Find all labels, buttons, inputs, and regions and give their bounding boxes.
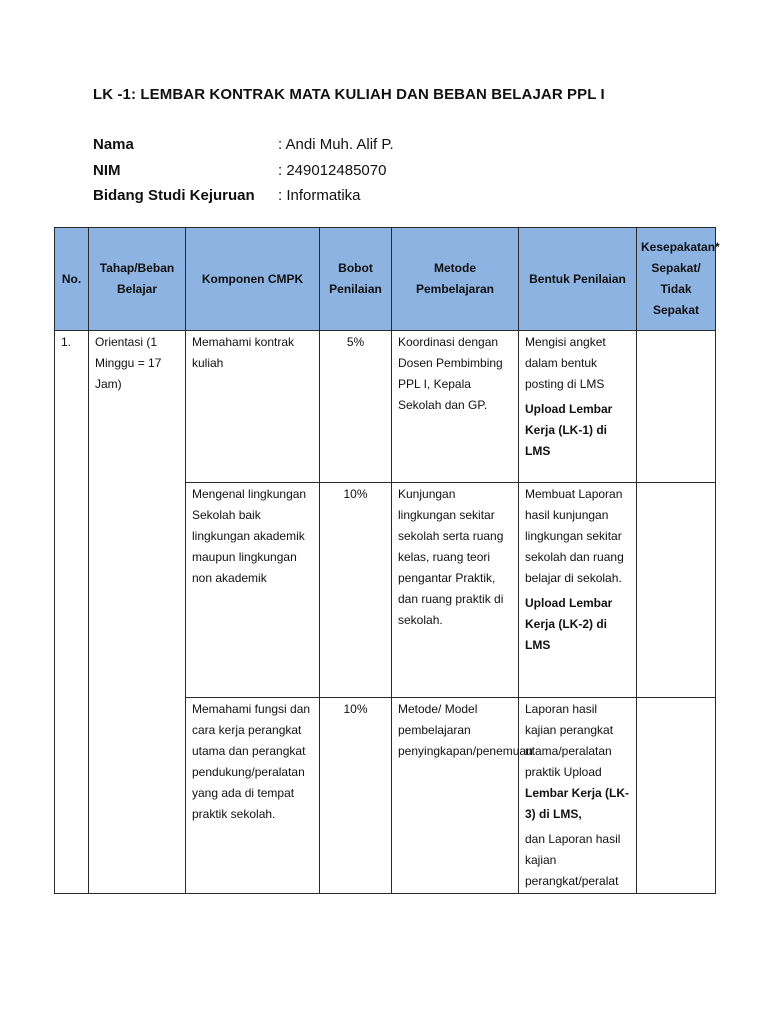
info-label-nama: Nama: [93, 136, 134, 153]
contract-table: [54, 227, 720, 894]
table-row: [55, 331, 716, 483]
cell-komponen: Memahami kontrak kuliah: [186, 331, 320, 483]
header-metode: Metode Pembelajaran: [392, 228, 519, 331]
cell-kesepakatan[interactable]: [637, 698, 716, 894]
table-header-row: [55, 228, 716, 331]
cell-tahap: Orientasi (1 Minggu = 17 Jam): [89, 331, 186, 894]
bentuk-upload-text: Upload Lembar Kerja (LK-1) di LMS: [525, 402, 613, 458]
cell-komponen: Mengenal lingkungan Sekolah baik lingkungan akademik maupun lingkungan non akademik: [186, 483, 320, 698]
header-bobot: Bobot Penilaian: [320, 228, 392, 331]
cell-metode: Metode/ Model pembelajaran penyingkapan/penemuan: [392, 698, 519, 894]
bentuk-upload-text: Lembar Kerja (LK-3) di LMS,: [525, 786, 630, 821]
bentuk-text: Membuat Laporan hasil kunjungan lingkungan sekitar sekolah dan ruang belajar di sekolah.: [525, 487, 624, 585]
header-no: No.: [55, 228, 89, 331]
cell-bobot: 10%: [320, 698, 392, 894]
info-label-bidang: Bidang Studi Kejuruan: [93, 187, 255, 204]
cell-bobot: 5%: [320, 331, 392, 483]
bentuk-tail-text: dan Laporan hasil kajian perangkat/peralat: [525, 832, 621, 888]
cell-bobot: 10%: [320, 483, 392, 698]
cell-komponen: Memahami fungsi dan cara kerja perangkat utama dan perangkat pendukung/peralatan yang ada di tempat praktik sekolah.: [186, 698, 320, 894]
header-kesepakatan: Kesepakatan* Sepakat/ Tidak Sepakat: [637, 228, 716, 331]
cell-metode: Kunjungan lingkungan sekitar sekolah serta ruang kelas, ruang teori pengantar Praktik, dan ruang praktik di sekolah.: [392, 483, 519, 698]
header-komponen: Komponen CMPK: [186, 228, 320, 331]
info-value-nama: : Andi Muh. Alif P.: [278, 136, 394, 153]
cell-no: 1.: [55, 331, 89, 894]
info-value-bidang: : Informatika: [278, 187, 361, 204]
cell-bentuk: [519, 698, 637, 894]
bentuk-upload-text: Upload Lembar Kerja (LK-2) di LMS: [525, 596, 613, 652]
header-tahap: Tahap/Beban Belajar: [89, 228, 186, 331]
cell-kesepakatan[interactable]: [637, 483, 716, 698]
bentuk-text: Mengisi angket dalam bentuk posting di LMS: [525, 335, 606, 391]
bentuk-text: Laporan hasil kajian perangkat utama/peralatan praktik Upload: [525, 702, 614, 779]
cell-metode: Koordinasi dengan Dosen Pembimbing PPL I, Kepala Sekolah dan GP.: [392, 331, 519, 483]
cell-bentuk: [519, 331, 637, 483]
cell-bentuk: [519, 483, 637, 698]
cell-kesepakatan[interactable]: [637, 331, 716, 483]
header-bentuk: Bentuk Penilaian: [519, 228, 637, 331]
info-value-nim: : 249012485070: [278, 162, 387, 179]
info-label-nim: NIM: [93, 162, 121, 179]
document-title: LK -1: LEMBAR KONTRAK MATA KULIAH DAN BEBAN BELAJAR PPL I: [93, 86, 605, 103]
